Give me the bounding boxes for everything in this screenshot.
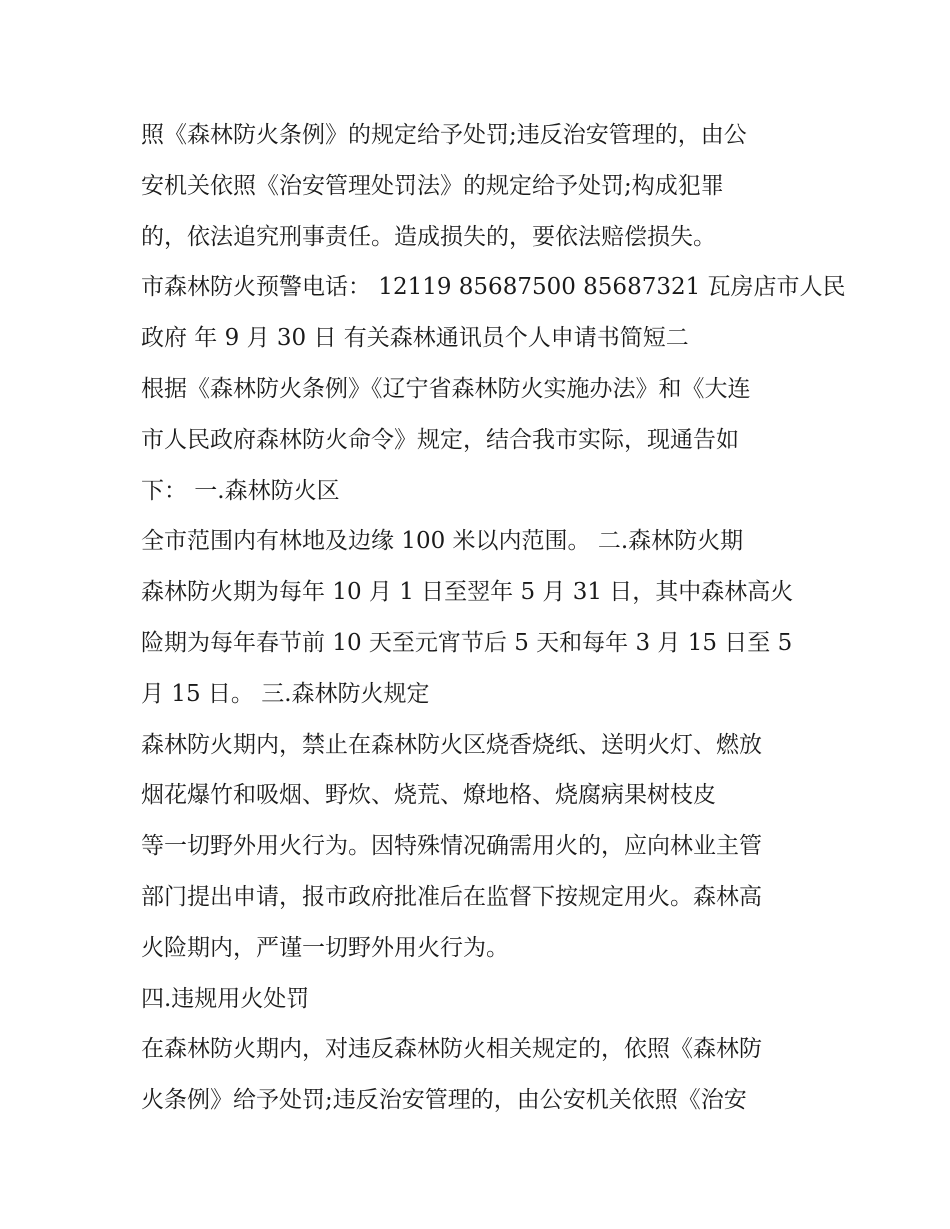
text-line: 安机关依照《治安管理处罚法》的规定给予处罚;构成犯罪 xyxy=(141,172,724,199)
text-line: 烟花爆竹和吸烟、野炊、烧荒、燎地格、烧腐病果树枝皮 xyxy=(141,782,716,809)
text-line: 根据《森林防火条例》《辽宁省森林防火实施办法》和《大连 xyxy=(141,375,751,402)
document-body xyxy=(141,110,846,1126)
text-line: 险期为每年春节前 10 天至元宵节后 5 天和每年 3 月 15 日至 5 xyxy=(141,629,793,656)
text-line: 四.违规用火处罚 xyxy=(141,985,310,1012)
text-line: 森林防火期内，禁止在森林防火区烧香烧纸、送明火灯、燃放 xyxy=(141,731,762,758)
text-line: 火险期内，严谨一切野外用火行为。 xyxy=(141,934,509,961)
text-line: 部门提出申请，报市政府批准后在监督下按规定用火。森林高 xyxy=(141,883,762,910)
text-line: 市人民政府森林防火命令》规定，结合我市实际，现通告如 xyxy=(141,426,739,453)
text-line: 下： 一.森林防火区 xyxy=(141,477,340,504)
text-line: 在森林防火期内，对违反森林防火相关规定的，依照《森林防 xyxy=(141,1036,762,1063)
text-line: 全市范围内有林地及边缘 100 米以内范围。 二.森林防火期 xyxy=(141,528,744,555)
text-line: 的，依法追究刑事责任。造成损失的，要依法赔偿损失。 xyxy=(141,223,716,250)
text-line: 市森林防火预警电话： 12119 85687500 85687321 瓦房店市人民 xyxy=(141,274,846,301)
text-line: 森林防火期为每年 10 月 1 日至翌年 5 月 31 日，其中森林高火 xyxy=(141,579,794,606)
text-line: 照《森林防火条例》的规定给予处罚;违反治安管理的，由公 xyxy=(141,122,747,148)
text-line: 火条例》给予处罚;违反治安管理的，由公安机关依照《治安 xyxy=(141,1087,747,1114)
text-line: 月 15 日。 三.森林防火规定 xyxy=(141,680,430,707)
text-line: 政府 年 9 月 30 日 有关森林通讯员个人申请书简短二 xyxy=(141,325,689,352)
text-line: 等一切野外用火行为。因特殊情况确需用火的，应向林业主管 xyxy=(141,833,762,860)
